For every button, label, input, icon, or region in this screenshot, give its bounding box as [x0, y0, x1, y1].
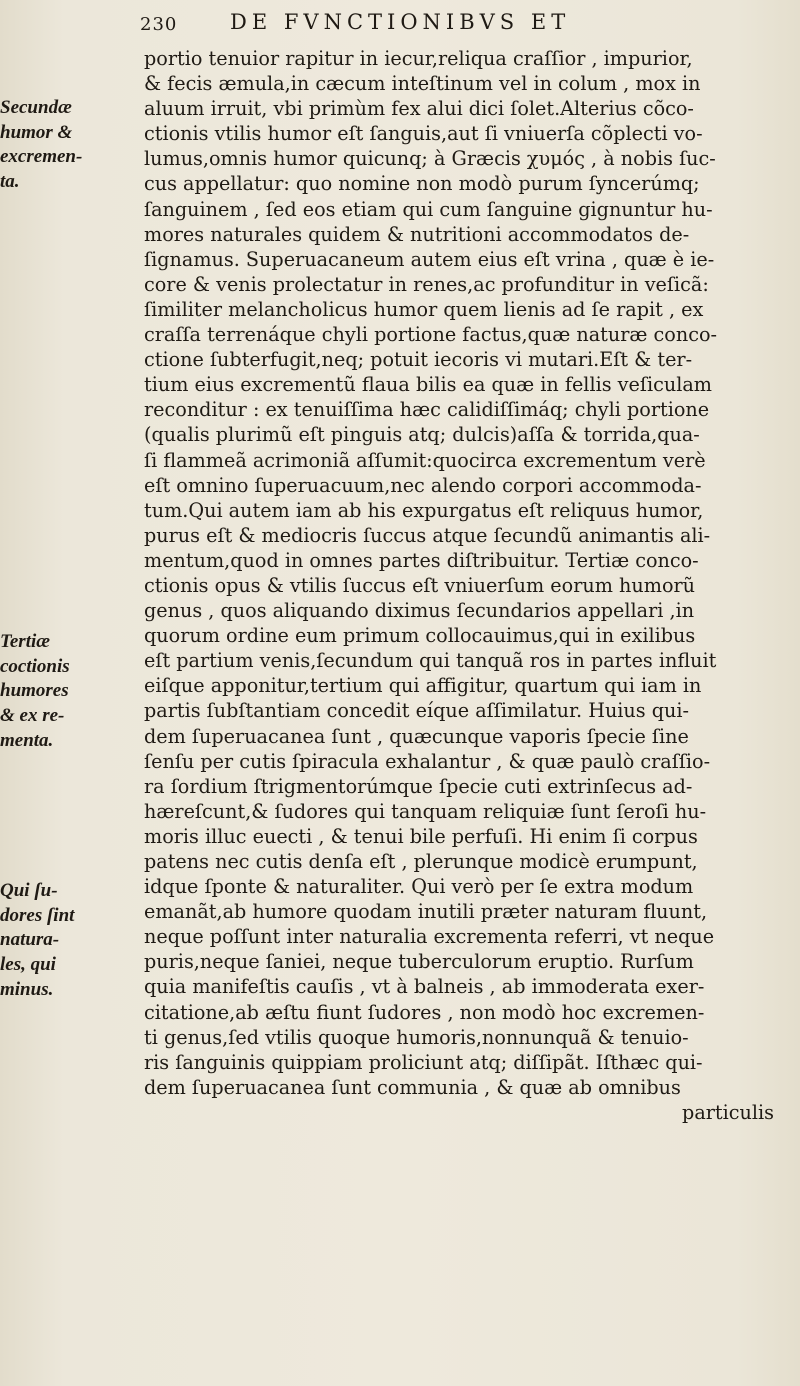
running-head [140, 2, 780, 42]
text-line: core & venis prolectatur in renes,ac profunditur in veſicã: [144, 272, 709, 296]
marginal-note-line: les, qui [0, 954, 56, 976]
text-line: dem ſuperuacanea ſunt , quæcunque vaporis ſpecie ſine [144, 724, 689, 748]
marginal-note-line: dores ſint [0, 904, 75, 926]
text-line: (qualis plurimũ eſt pinguis atq; dulcis)aſſa & torrida,qua- [144, 423, 700, 447]
text-line: puris,neque ſaniei, neque tuberculorum eruptio. Rurſum [144, 950, 694, 974]
text-line: tium eius excrementũ flaua bilis ea quæ in fellis veſiculam [144, 373, 712, 397]
marginal-note-line: ta. [0, 171, 20, 193]
text-line: partis ſubſtantiam concedit eíque aſſimilatur. Huius qui- [144, 699, 689, 723]
marginal-note-line: minus. [0, 978, 54, 1000]
text-line: mentum,quod in omnes partes diſtribuitur. Tertiæ conco- [144, 548, 699, 572]
text-line: ſenſu per cutis ſpiracula exhalantur , & quæ paulò craſſio- [144, 749, 711, 773]
running-title: DE FVNCTIONIBVS ET [230, 10, 571, 34]
text-line: ſanguinem , ſed eos etiam qui cum ſanguine gignuntur hu- [144, 197, 713, 221]
marginal-note-line: natura- [0, 929, 60, 951]
text-line: ctionis vtilis humor eſt ſanguis,aut ſi vniuerſa cõplecti vo- [144, 122, 703, 146]
marginal-note-line: humor & [0, 121, 73, 143]
text-line: moris illuc euecti , & tenui bile perfuſi. Hi enim ſi corpus [144, 824, 698, 848]
text-line: craſſa terrenáque chyli portione factus,quæ naturæ conco- [144, 323, 717, 347]
text-line: ris ſanguinis quippiam proliciunt atq; diſſipãt. Iſthæc qui- [144, 1050, 703, 1074]
text-line: hæreſcunt,& ſudores qui tanquam reliquiæ ſunt ſeroſi hu- [144, 799, 707, 823]
text-line: ra ſordium ſtrigmentorúmque ſpecie cuti extrinſecus ad- [144, 774, 693, 798]
catchword: particulis [682, 1100, 774, 1124]
text-line: ctione ſubterfugit,neq; potuit iecoris vi mutari.Eſt & ter- [144, 348, 693, 372]
marginal-note-sudores [0, 879, 128, 1003]
marginal-note-tertiae [0, 630, 128, 754]
text-line: purus eſt & mediocris ſuccus atque ſecundũ animantis ali- [144, 523, 711, 547]
text-line: eſt omnino ſuperuacuum,nec alendo corpori accommoda- [144, 473, 702, 497]
text-line: ti genus,ſed vtilis quoque humoris,nonnunquã & tenuio- [144, 1025, 689, 1049]
text-line: idque ſponte & naturaliter. Qui verò per ſe extra modum [144, 875, 694, 899]
text-line: ſimiliter melancholicus humor quem lienis ad ſe rapit , ex [144, 297, 704, 321]
text-line: dem ſuperuacanea ſunt communia , & quæ ab omnibus [144, 1075, 681, 1099]
text-line: reconditur : ex tenuiſſima hæc calidiſſimáq; chyli portione [144, 398, 710, 422]
text-line: ctionis opus & vtilis ſuccus eſt vniuerſum eorum humorũ [144, 573, 696, 597]
text-line: quia manifeſtis cauſis , vt à balneis , ab immoderata exer- [144, 975, 705, 999]
text-line: ſignamus. Superuacaneum autem eius eſt vrina , quæ è ie- [144, 247, 715, 271]
text-line: aluum irruit, vbi primùm fex alui dici ſolet.Alterius cõco- [144, 97, 694, 121]
marginal-note-line: excremen- [0, 146, 83, 168]
text-line: ſi flammeã acrimoniã aſſumit:quocirca excrementum verè [144, 448, 706, 472]
text-line: genus , quos aliquando diximus ſecundarios appellari ,in [144, 599, 695, 623]
text-line: eiſque apponitur,tertium qui affigitur, quartum qui iam in [144, 674, 702, 698]
marginal-note-line: menta. [0, 729, 54, 751]
text-line: citatione,ab æſtu fiunt ſudores , non modò hoc excremen- [144, 1000, 705, 1024]
marginal-note-secundae [0, 96, 128, 195]
text-line: mores naturales quidem & nutritioni accommodatos de- [144, 222, 690, 246]
text-line: lumus,omnis humor quicunq; à Græcis χυμός , à nobis ſuc- [144, 147, 716, 171]
text-line: portio tenuior rapitur in iecur,reliqua craſſior , impurior, [144, 47, 693, 70]
text-line: neque poſſunt inter naturalia excrementa referri, vt neque [144, 925, 715, 949]
main-text-block [144, 46, 794, 1125]
marginal-note-line: humores [0, 680, 69, 702]
text-line: eſt partium venis,ſecundum qui tanquã ros in partes influit [144, 649, 717, 673]
text-line: & fecis æmula,in cæcum inteſtinum vel in colum , mox in [144, 72, 701, 96]
marginal-note-line: Qui ſu- [0, 880, 58, 901]
marginal-note-line: coctionis [0, 655, 70, 677]
text-line: patens nec cutis denſa eſt , plerunque modicè erumpunt, [144, 850, 698, 873]
text-line: cus appellatur: quo nomine non modò purum ſyncerúmq; [144, 172, 700, 196]
text-line: tum.Qui autem iam ab his expurgatus eſt reliquus humor, [144, 498, 704, 522]
text-line: emanãt,ab humore quodam inutili præter naturam fluunt, [144, 900, 708, 924]
marginal-note-line: Secundæ [0, 97, 72, 118]
text-line: quorum ordine eum primum collocauimus,qui in exilibus [144, 624, 696, 648]
page-number: 230 [140, 14, 178, 35]
marginal-note-line: & ex re- [0, 705, 65, 727]
marginal-note-line: Tertiæ [0, 631, 50, 652]
